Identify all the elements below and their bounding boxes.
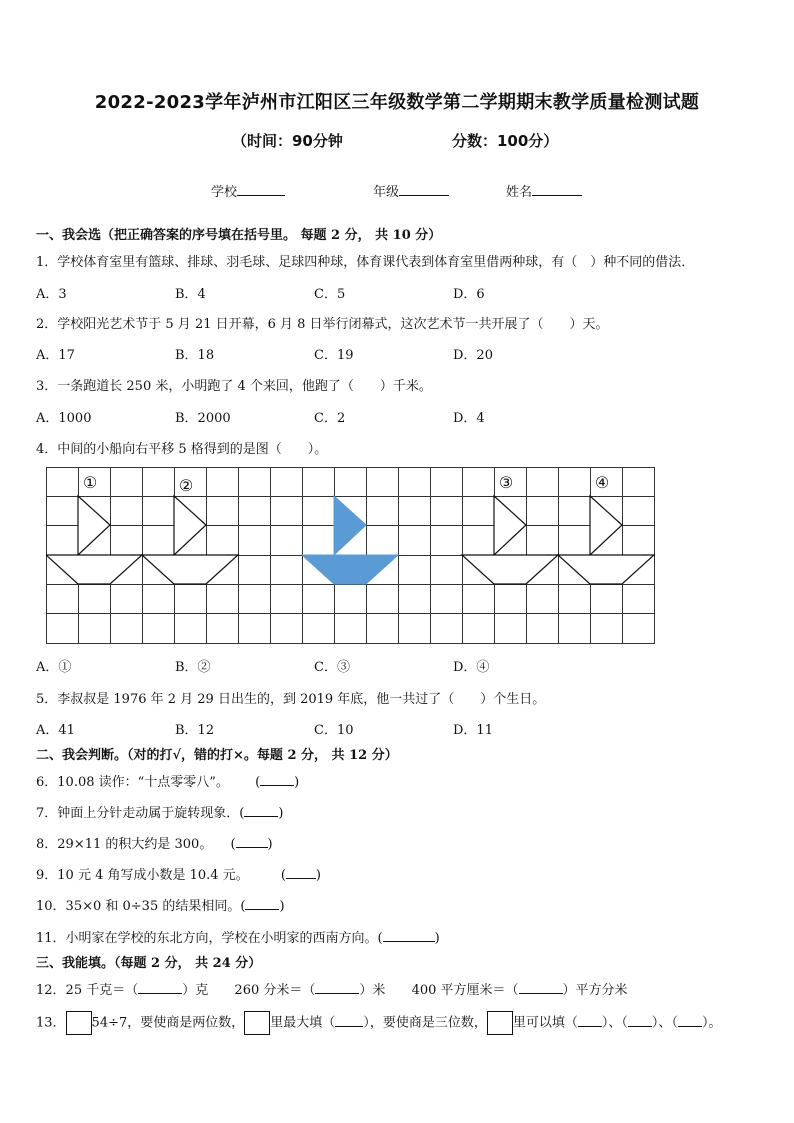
question-10-text: 10．35×0 和 0÷35 的结果相同。	[36, 899, 241, 914]
q1-option-d[interactable]: D．6	[453, 287, 485, 302]
name-label: 姓名	[506, 185, 533, 200]
question-11-answer[interactable]	[383, 928, 435, 942]
question-7-answer[interactable]	[244, 803, 278, 817]
boat-3-sail	[494, 496, 526, 555]
q5-option-b[interactable]: B．12	[175, 723, 215, 738]
q5-option-c[interactable]: C．10	[314, 723, 354, 738]
q12-answer-2[interactable]	[315, 980, 359, 994]
boat-grid-figure	[46, 467, 656, 644]
middle-boat-sail	[334, 496, 366, 555]
q5-option-d[interactable]: D．11	[453, 723, 493, 738]
q13-text1: 54÷7，要使商是两位数，	[91, 1015, 245, 1031]
page-title: 2022-2023学年泸州市江阳区三年级数学第二学期期末教学质量检测试题	[94, 92, 700, 113]
question-8-text: 8．29×11 的积大约是 300。	[36, 837, 213, 852]
q12-part2: 260 分米＝	[234, 983, 303, 998]
q3-option-c[interactable]: C．2	[314, 411, 346, 426]
question-12: 12．25 千克＝（ ）克 260 分米＝（ ）米 400 平方厘米＝（ ）平方分米	[36, 979, 628, 998]
question-11-text: 11．小明家在学校的东北方向，学校在小明家的西南方向。	[36, 931, 378, 946]
q13-text4: 里可以填	[512, 1015, 565, 1031]
question-10-answer[interactable]	[245, 896, 279, 910]
school-label: 学校	[211, 185, 238, 200]
q2-option-d[interactable]: D．20	[453, 348, 493, 363]
q12-part3: 400 平方厘米＝	[411, 983, 506, 998]
question-9: 9．10 元 4 角写成小数是 10.4 元。 ( )	[36, 864, 321, 883]
name-field[interactable]	[506, 181, 582, 200]
question-9-text: 9．10 元 4 角写成小数是 10.4 元。	[36, 868, 249, 883]
boat-4	[558, 496, 654, 584]
q5-option-a[interactable]: A．41	[36, 723, 75, 738]
q13-sep2: 、	[658, 1015, 672, 1031]
question-2: 2．学校阳光艺术节于 5 月 21 日开幕，6 月 8 日举行闭幕式，这次艺术节一共开展了（ ）天。	[36, 317, 609, 332]
question-6: 6．10.08 读作：“十点零零八”。 ( )	[36, 771, 299, 790]
boat-2	[142, 496, 238, 584]
q4-option-d[interactable]: D．④	[453, 660, 490, 675]
school-field[interactable]	[211, 181, 285, 200]
q4-option-b[interactable]: B．②	[175, 660, 211, 675]
section-1-heading: 一、我会选（把正确答案的序号填在括号里。 每题 2 分， 共 10 分）	[36, 228, 442, 243]
q4-option-a[interactable]: A．①	[36, 660, 72, 675]
q2-option-a[interactable]: A．17	[36, 348, 75, 363]
question-11: 11．小明家在学校的东北方向，学校在小明家的西南方向。( )	[36, 927, 440, 946]
question-12-number: 12．	[36, 983, 66, 998]
exam-time: （时间：90分钟	[232, 132, 343, 150]
q13-end: 。	[708, 1015, 722, 1031]
question-7-text: 7．钟面上分针走动属于旋转现象．	[36, 806, 240, 821]
figure-label-2: ②	[178, 476, 194, 495]
section-3-heading: 三、我能填。（每题 2 分， 共 24 分）	[36, 956, 262, 971]
q12-unit1: 克	[195, 983, 209, 998]
boat-2-sail	[174, 496, 206, 555]
boat-1-sail	[78, 496, 110, 555]
q13-digit-box-1[interactable]	[66, 1011, 92, 1035]
boat-3	[462, 496, 558, 584]
boat-4-sail	[590, 496, 622, 555]
question-6-answer[interactable]	[260, 772, 294, 786]
q1-option-b[interactable]: B．4	[175, 287, 206, 302]
q13-answer-1[interactable]	[335, 1013, 363, 1027]
q12-unit3: 平方分米	[575, 983, 628, 998]
grade-label: 年级	[373, 185, 400, 200]
q3-option-a[interactable]: A．1000	[36, 411, 92, 426]
figure-label-3: ③	[498, 473, 514, 492]
boat-4-hull	[558, 555, 654, 584]
boat-3-hull	[462, 555, 558, 584]
boat-1-hull	[46, 555, 142, 584]
q3-option-d[interactable]: D．4	[453, 411, 485, 426]
q4-option-c[interactable]: C．③	[314, 660, 350, 675]
q13-text2: 里最大填	[270, 1015, 323, 1031]
q13-sep1: 、	[608, 1015, 622, 1031]
grade-field[interactable]	[373, 181, 449, 200]
boat-2-hull	[142, 555, 238, 584]
boat-1	[46, 496, 142, 584]
q13-answer-2[interactable]	[578, 1013, 602, 1027]
q1-option-a[interactable]: A．3	[36, 287, 67, 302]
question-13-number: 13．	[36, 1015, 66, 1031]
q12-answer-3[interactable]	[519, 980, 563, 994]
q13-answer-4[interactable]	[678, 1013, 702, 1027]
exam-score: 分数：100分）	[452, 132, 559, 150]
q13-text3: ，要使商是三位数，	[369, 1015, 487, 1031]
q13-digit-box-2[interactable]	[244, 1011, 270, 1035]
middle-boat-hull	[302, 555, 398, 584]
q2-option-b[interactable]: B．18	[175, 348, 215, 363]
q2-option-c[interactable]: C．19	[314, 348, 354, 363]
figure-label-1: ①	[82, 473, 98, 492]
question-8: 8．29×11 的积大约是 300。 ( )	[36, 833, 273, 852]
q12-unit2: 米	[372, 983, 386, 998]
question-3: 3．一条跑道长 250 米，小明跑了 4 个来回，他跑了（ ）千米。	[36, 379, 432, 394]
q12-part1: 25 千克＝	[65, 983, 126, 998]
q3-option-b[interactable]: B．2000	[175, 411, 231, 426]
question-13: 13． 54÷7，要使商是两位数， 里最大填（ ），要使商是三位数， 里可以填（ ）、（ ）、（ ）。	[36, 1011, 721, 1035]
q13-digit-box-3[interactable]	[487, 1011, 513, 1035]
section-2-heading: 二、我会判断。（对的打√，错的打×。每题 2 分， 共 12 分）	[36, 748, 398, 763]
question-10: 10．35×0 和 0÷35 的结果相同。( )	[36, 895, 285, 914]
q13-answer-3[interactable]	[628, 1013, 652, 1027]
q1-option-c[interactable]: C．5	[314, 287, 346, 302]
middle-boat	[302, 496, 398, 584]
question-1: 1．学校体育室里有篮球、排球、羽毛球、足球四种球，体育课代表到体育室里借两种球，有（ ）种不同的借法．	[36, 255, 695, 270]
question-4: 4．中间的小船向右平移 5 格得到的是图（ ）。	[36, 442, 328, 457]
question-8-answer[interactable]	[236, 834, 268, 848]
question-9-answer[interactable]	[286, 865, 316, 879]
q12-answer-1[interactable]	[138, 980, 182, 994]
question-5: 5．李叔叔是 1976 年 2 月 29 日出生的，到 2019 年底，他一共过了（ ）个生日。	[36, 692, 546, 707]
question-6-text: 6．10.08 读作：“十点零零八”。	[36, 775, 229, 790]
figure-label-4: ④	[594, 473, 610, 492]
question-7: 7．钟面上分针走动属于旋转现象．( )	[36, 802, 283, 821]
